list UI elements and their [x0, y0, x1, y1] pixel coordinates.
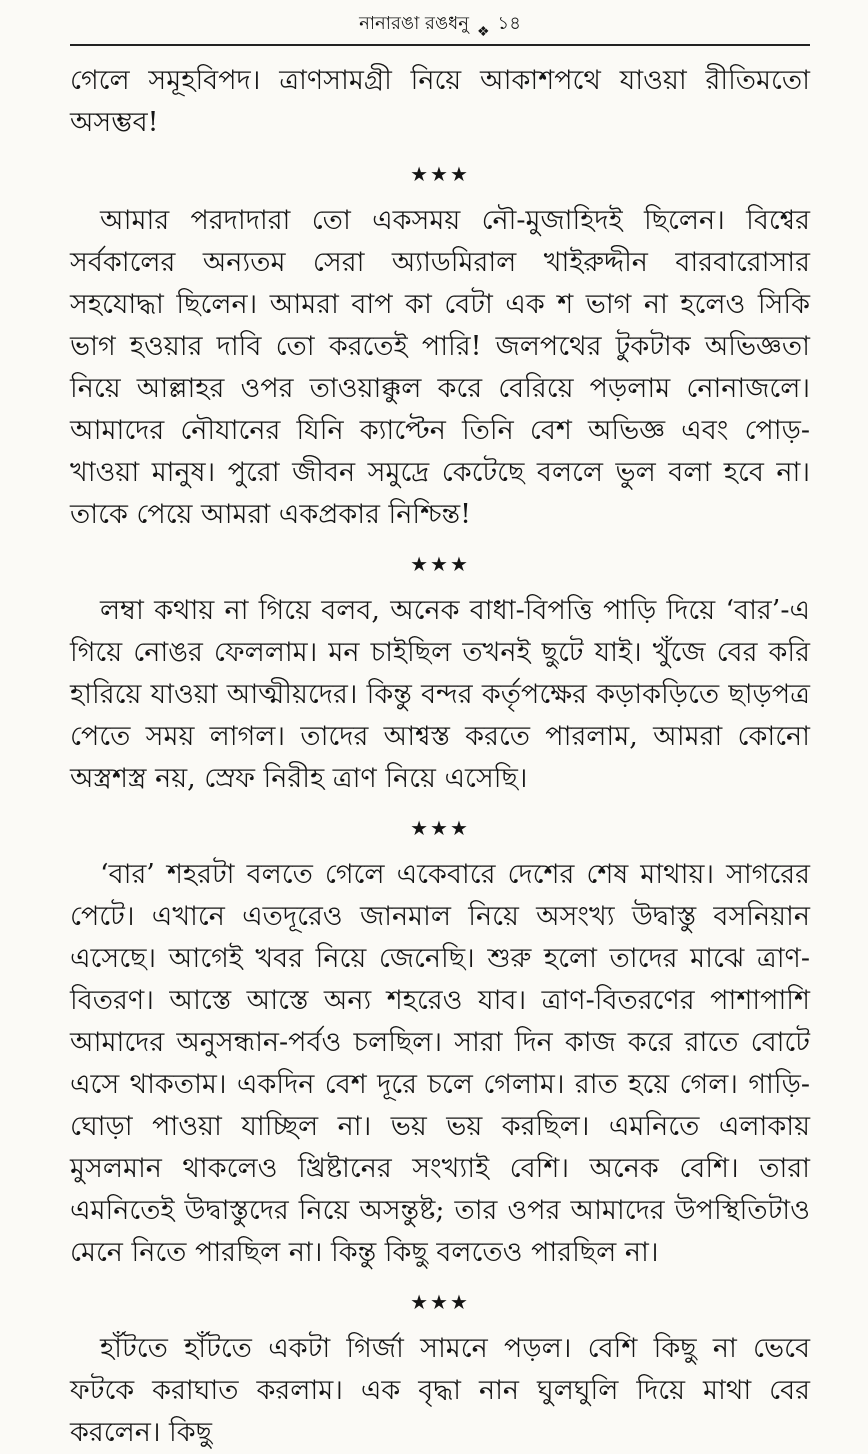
- page-number: ১৪: [497, 13, 521, 34]
- running-header: [70, 0, 810, 44]
- section-separator: ★★★: [410, 552, 470, 576]
- paragraph: লম্বা কথায় না গিয়ে বলব, অনেক বাধা-বিপত্তি পাড়ি দিয়ে ‘বার’-এ গিয়ে নোঙর ফেললাম। মন চাইছিল তখনই ছুটে যাই। খুঁজে বের করি হারিয়ে যাওয়া আত্মীয়দের। কিন্তু বন্দর কর্তৃপক্ষের কড়াকড়িতে ছাড়পত্র পেতে সময় লাগল। তাদের আশ্বস্ত করতে পারলাম, আমরা কোনো অস্ত্রশস্ত্র নয়, স্রেফ নিরীহ ত্রাণ নিয়ে এসেছি।: [70, 595, 810, 794]
- book-title: নানারঙা রঙধনু: [359, 13, 469, 34]
- paragraph: ‘বার’ শহরটা বলতে গেলে একেবারে দেশের শেষ মাথায়। সাগরের পেটে। এখানে এতদূরেও জানমাল নিয়ে অসংখ্য উদ্বাস্তু বসনিয়ান এসেছে। আগেই খবর নিয়ে জেনেছি। শুরু হলো তাদের মাঝে ত্রাণ-বিতরণ। আস্তে আস্তে অন্য শহরেও যাব। ত্রাণ-বিতরণের পাশাপাশি আমাদের অনুসন্ধান-পর্বও চলছিল। সারা দিন কাজ করে রাতে বোটে এসে থাকতাম। একদিন বেশ দূরে চলে গেলাম। রাত হয়ে গেল। গাড়ি-ঘোড়া পাওয়া যাচ্ছিল না। ভয় ভয় করছিল। এমনিতে এলাকায় মুসলমান থাকলেও খ্রিষ্টানের সংখ্যাই বেশি। অনেক বেশি। তারা এমনিতেই উদ্বাস্তুদের নিয়ে অসন্তুষ্ট; তার ওপর আমাদের উপস্থিতিটাও মেনে নিতে পারছিল না। কিন্তু কিছু বলতেও পারছিল না।: [70, 859, 810, 1268]
- paragraph: হাঁটতে হাঁটতে একটা গির্জা সামনে পড়ল। বেশি কিছু না ভেবে ফটকে করাঘাত করলাম। এক বৃদ্ধা নান ঘুলঘুলি দিয়ে মাথা বের করলেন। কিছু: [70, 1333, 810, 1448]
- header-rule: [70, 44, 810, 46]
- paragraph-continuation: গেলে সমূহবিপদ। ত্রাণসামগ্রী নিয়ে আকাশপথে যাওয়া রীতিমতো অসম্ভব!: [70, 65, 810, 138]
- section-separator: ★★★: [410, 816, 470, 840]
- ornament-icon: ❖: [476, 24, 490, 40]
- section-separator: ★★★: [410, 162, 470, 186]
- paragraph: আমার পরদাদারা তো একসময় নৌ-মুজাহিদই ছিলেন। বিশ্বের সর্বকালের অন্যতম সেরা অ্যাডমিরাল খাইরুদ্দীন বারবারোসার সহযোদ্ধা ছিলেন। আমরা বাপ কা বেটা এক শ ভাগ না হলেও সিকি ভাগ হওয়ার দাবি তো করতেই পারি! জলপথের টুকটাক অভিজ্ঞতা নিয়ে আল্লাহর ওপর তাওয়াক্কুল করে বেরিয়ে পড়লাম নোনাজলে। আমাদের নৌযানের যিনি ক্যাপ্টেন তিনি বেশ অভিজ্ঞ এবং পোড়-খাওয়া মানুষ। পুরো জীবন সমুদ্রে কেটেছে বললে ভুল বলা হবে না। তাকে পেয়ে আমরা একপ্রকার নিশ্চিন্ত!: [70, 205, 810, 530]
- section-separator: ★★★: [410, 1290, 470, 1314]
